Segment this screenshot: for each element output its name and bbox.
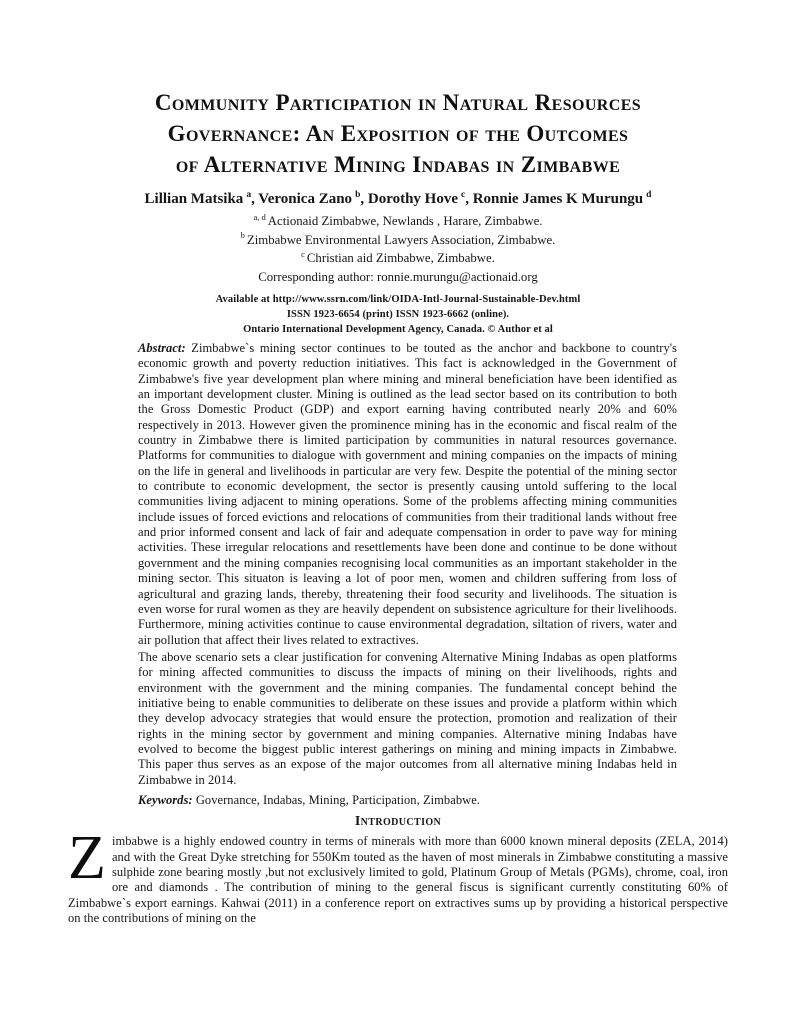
authors-line: [68, 190, 728, 209]
abstract-paragraph-2: The above scenario sets a clear justification for convening Alternative Mining Indabas as open platforms for mining affected communities to discuss the impacts of mining on their livelihoods, rights and environment with the government and the mining companies. The fundamental concept behind the initiative being to enable communities to deliberate on these issues and provide a platform within which they develop advocacy strategies that would ensure the protection, promotion and realization of their rights in the mining sector by government and mining companies. Alternative mining Indabas have evolved to become the biggest public interest gatherings on mining and mining impacts in Zimbabwe. This paper thus serves as an expose of the major outcomes from all alternative mining Indabas held in Zimbabwe in 2014.: [138, 649, 677, 787]
affiliations-block: [68, 212, 728, 286]
author-separator: ,: [251, 191, 259, 207]
issn-line: ISSN 1923-6654 (print) ISSN 1923-6662 (online).: [286, 309, 510, 320]
title-line-2: Governance: An Exposition of the Outcomes: [167, 121, 629, 146]
availability-url-line: Available at http://www.ssrn.com/link/OIDA-Intl-Journal-Sustainable-Dev.html: [215, 294, 581, 305]
dropcap-letter: Z: [68, 824, 106, 893]
author-affiliation-mark: d: [646, 190, 652, 200]
author-separator: ,: [465, 191, 473, 207]
publisher-line: Ontario International Development Agency, Canada. © Author et al: [243, 324, 553, 335]
corresponding-author-line: Corresponding author: ronnie.murungu@actionaid.org: [258, 269, 538, 284]
affiliation-line: [68, 231, 728, 250]
author-affiliation-mark: c: [461, 190, 466, 200]
keywords-line: [138, 793, 677, 808]
introduction-paragraph: [68, 824, 728, 926]
title-line-1: Community Participation in Natural Resources: [154, 90, 642, 115]
author-affiliation-mark: a: [246, 190, 252, 200]
affiliation-mark: b: [240, 230, 245, 241]
abstract-text: Zimbabwe`s mining sector continues to be touted as the anchor and backbone to country's economic growth and poverty reduction initiatives. This fact is acknowledged in the Government of Zimbabwe's five year development plan where mining and mineral beneficiation have been identified as an important development cluster. Mining is outlined as the lead sector based on its contribution to both the Gross Domestic Product (GDP) and export earning having contributed nearly 20% and 60% respectively in 2013. However given the prominence mining has in the economic and fiscal realm of the country in Zimbabwe there is limited participation by communities in natural resources governance. Platforms for communities to dialogue with government and mining companies on the impacts of mining on the life in general and livelihoods in particular are very few. Despite the potential of the mining sector to contribute to economic development, the sector is presently causing untold suffering to the local communities living adjacent to mining operations. Some of the problems affecting mining communities include issues of forced evictions and relocations of communities from their traditional lands without free and prior informed consent and lack of fair and adequate compensation in order to pave way for mining activities. These irregular relocations and resettlements have been done and continue to be done without government and the mining companies recognising local communities as an important stakeholder in the mining sector. This situaton is leaving a lot of poor men, women and children suffering from loss of agricultural and grazing lands, thereby, threatening their food security and livelihoods. The situation is even worse for rural women as they are heavily dependent on subsistence agriculture for their livelihoods. Furthermore, mining activities continue to cause environmental degradation, siltation of rivers, water and air pollution that affect their lives related to extractives.: [138, 341, 677, 647]
paper-title: [68, 87, 728, 180]
affiliation-text: Zimbabwe Environmental Lawyers Association, Zimbabwe.: [246, 232, 556, 247]
title-line-3: of Alternative Mining Indabas in Zimbabwe: [175, 152, 621, 177]
author-name: Veronica Zano: [258, 191, 353, 207]
keywords-label: Keywords:: [138, 792, 193, 807]
author-name: Lillian Matsika: [144, 191, 244, 207]
abstract-label: Abstract:: [138, 341, 186, 355]
affiliation-line: [68, 249, 728, 268]
affiliation-line: [68, 212, 728, 231]
abstract-paragraph: [138, 341, 677, 648]
author-affiliation-mark: b: [355, 190, 361, 200]
affiliation-mark: c: [301, 248, 305, 259]
author-separator: ,: [360, 191, 368, 207]
keywords-text: Governance, Indabas, Mining, Participation, Zimbabwe.: [195, 792, 480, 807]
affiliation-text: Christian aid Zimbabwe, Zimbabwe.: [306, 251, 495, 265]
affiliation-mark: a, d: [253, 211, 266, 222]
introduction-heading: Introduction: [354, 814, 442, 830]
introduction-text: imbabwe is a highly endowed country in terms of minerals with more than 6000 known mineral deposits (ZELA, 2014) and with the Great Dyke stretching for 550Km touted as the haven of most minerals in Zimbabwe constituting a massive sulphide zone bearing mostly ,but not exclusively limited to gold, Platinum Group of Metals (PGMs), chrome, coal, iron ore and diamonds . The contribution of mining to the general fiscus is significant currently constituting 60% of Zimbabwe`s export earnings. Kahwai (2011) in a conference report on extractives sums up by providing a historical perspective on the contributions of mining on the: [68, 834, 728, 926]
author-name: Dorothy Hove: [367, 191, 458, 207]
author-name: Ronnie James K Murungu: [472, 191, 644, 207]
availability-block: [68, 292, 728, 337]
affiliation-text: Actionaid Zimbabwe, Newlands , Harare, Zimbabwe.: [267, 214, 543, 228]
